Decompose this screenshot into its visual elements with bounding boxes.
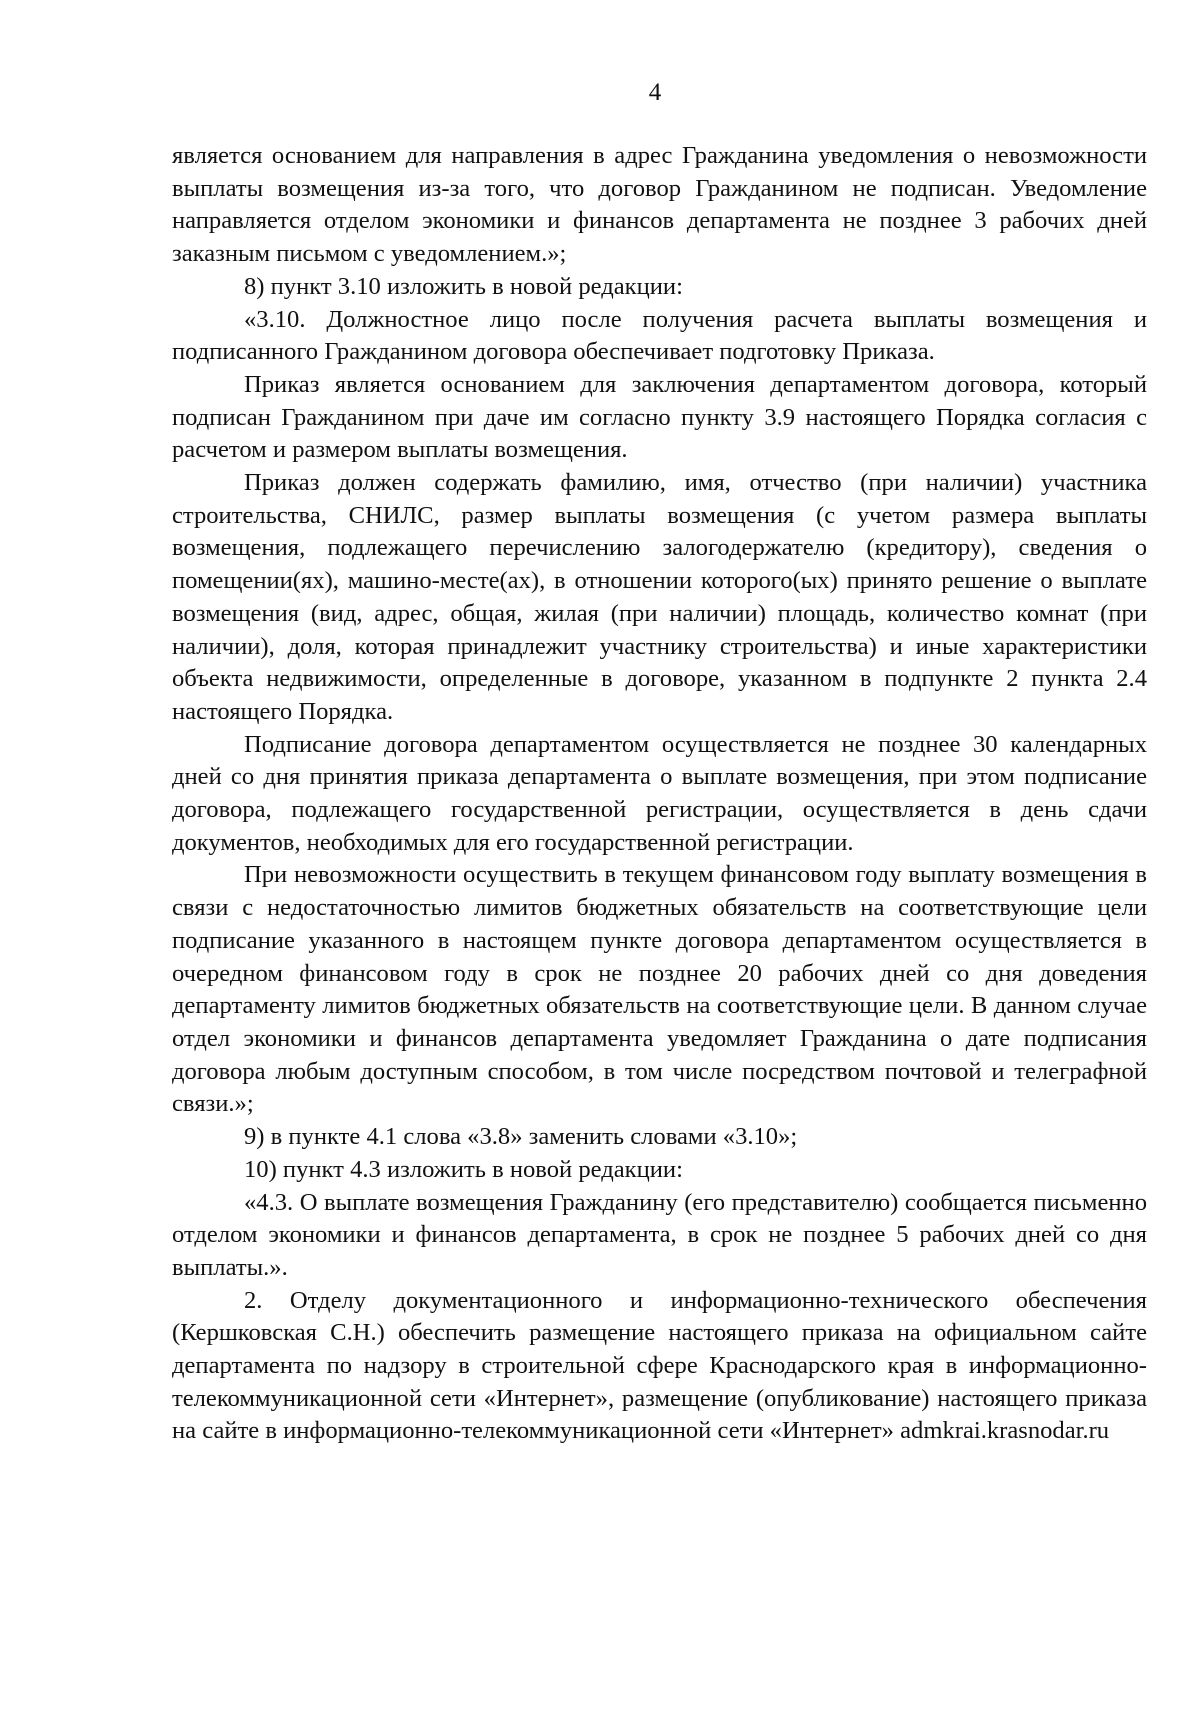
paragraph-8: 9) в пункте 4.1 слова «3.8» заменить словами «3.10»; [244, 1123, 798, 1151]
paragraph-7: При невозможности осуществить в текущем финансовом году выплату возмещения в связи с недостаточностью лимитов бюджетных обязательств на соответствующие цели подписание указанного в настоящем пункте договора департаментом осуществляется в очередном финансовом году в срок не позднее 20 рабочих дней со дня доведения департаменту лимитов бюджетных обязательств на соответствующие цели. В данном случае отдел экономики и финансов департамента уведомляет Гражданина о дате подписания договора любым доступным способом, в том числе посредством почтовой и телеграфной связи.»; [172, 861, 1147, 1118]
paragraph-1: является основанием для направления в адрес Гражданина уведомления о невозможности выплаты возмещения из-за того, что договор Гражданином не подписан. Уведомление направляется отделом экономики и финансов департамента не позднее 3 рабочих дней заказным письмом с уведомлением.»; [172, 142, 1147, 268]
paragraph-10: «4.3. О выплате возмещения Гражданину (его представителю) сообщается письменно отделом экономики и финансов департамента, в срок не позднее 5 рабочих дней со дня выплаты.». [172, 1188, 1147, 1281]
paragraph-5: Приказ должен содержать фамилию, имя, отчество (при наличии) участника строительства, СНИЛС, размер выплаты возмещения (с учетом размера выплаты возмещения, подлежащего перечислению залогодержателю (кредитору), сведения о помещении(ях), машино-месте(ах), в отношении которого(ых) принято решение о выплате возмещения (вид, адрес, общая, жилая (при наличии) площадь, количество комнат (при наличии), доля, которая принадлежит участнику строительства) и иные характеристики объекта недвижимости, определенные в договоре, указанном в подпункте 2 пункта 2.4 настоящего Порядка. [172, 469, 1147, 725]
paragraph-3: «3.10. Должностное лицо после получения расчета выплаты возмещения и подписанного Гражданином договора обеспечивает подготовку Приказа. [172, 305, 1147, 366]
paragraph-6: Подписание договора департаментом осуществляется не позднее 30 календарных дней со дня принятия приказа департамента о выплате возмещения, при этом подписание договора, подлежащего государственной регистрации, осуществляется в день сдачи документов, необходимых для его государственной регистрации. [172, 730, 1147, 856]
paragraph-2: 8) пункт 3.10 изложить в новой редакции: [244, 272, 683, 300]
document-body [172, 140, 1147, 1448]
paragraph-9: 10) пункт 4.3 изложить в новой редакции: [244, 1155, 683, 1183]
paragraph-4: Приказ является основанием для заключения департаментом договора, который подписан Гражданином при даче им согласно пункту 3.9 настоящего Порядка согласия с расчетом и размером выплаты возмещения. [172, 370, 1147, 464]
paragraph-11: 2. Отделу документационного и информационно-технического обеспечения (Кершковская С.Н.) обеспечить размещение настоящего приказа на официальном сайте департамента по надзору в строительной сфере Краснодарского края в информационно-телекоммуникационной сети «Интернет», размещение (опубликование) настоящего приказа на сайте в информационно-телекоммуникационной сети «Интернет» admkrai.krasnodar.ru [172, 1286, 1147, 1445]
page-number: 4 [648, 79, 662, 106]
